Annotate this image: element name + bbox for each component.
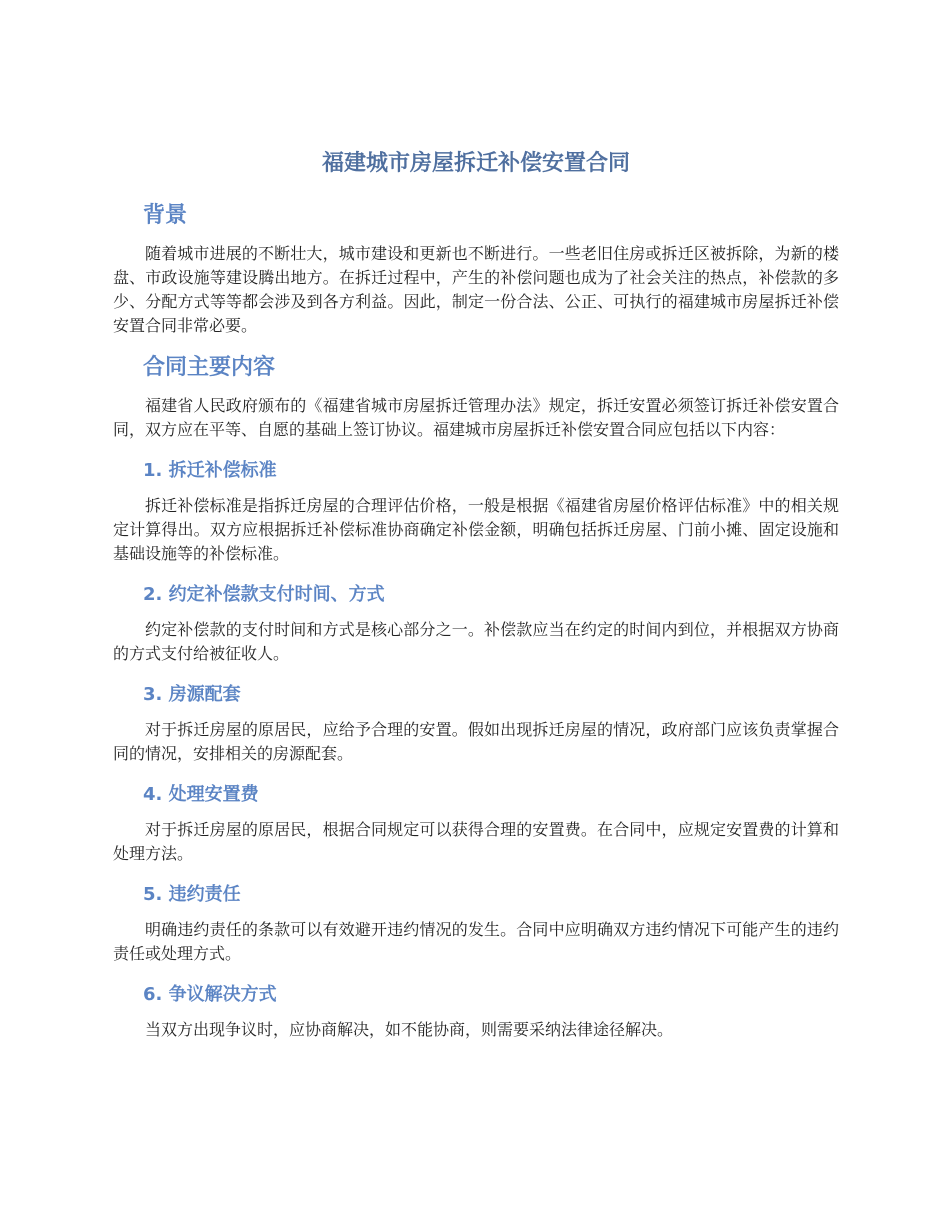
item-paragraph-4: 对于拆迁房屋的原居民，根据合同规定可以获得合理的安置费。在合同中，应规定安置费的计算和处理方法。 xyxy=(113,820,839,863)
item-heading-6: 6. 争议解决方式 xyxy=(143,984,277,1005)
section-paragraph-main-content: 福建省人民政府颁布的《福建省城市房屋拆迁管理办法》规定，拆迁安置必须签订拆迁补偿安置合同，双方应在平等、自愿的基础上签订协议。福建城市房屋拆迁补偿安置合同应包括以下内容： xyxy=(113,396,839,439)
item-heading-1: 1. 拆迁补偿标准 xyxy=(143,460,277,481)
item-heading-5: 5. 违约责任 xyxy=(143,884,241,905)
item-paragraph-3: 对于拆迁房屋的原居民，应给予合理的安置。假如出现拆迁房屋的情况，政府部门应该负责掌握合同的情况，安排相关的房源配套。 xyxy=(113,720,839,763)
item-heading-3: 3. 房源配套 xyxy=(143,684,241,705)
item-paragraph-6: 当双方出现争议时，应协商解决，如不能协商，则需要采纳法律途径解决。 xyxy=(145,1020,674,1039)
item-paragraph-1: 拆迁补偿标准是指拆迁房屋的合理评估价格，一般是根据《福建省房屋价格评估标准》中的相关规定计算得出。双方应根据拆迁补偿标准协商确定补偿金额，明确包括拆迁房屋、门前小摊、固定设施和基础设施等的补偿标准。 xyxy=(113,496,839,563)
document-title: 福建城市房屋拆迁补偿安置合同 xyxy=(321,151,630,176)
section-heading-main-content: 合同主要内容 xyxy=(143,355,276,380)
item-paragraph-5: 明确违约责任的条款可以有效避开违约情况的发生。合同中应明确双方违约情况下可能产生的违约责任或处理方式。 xyxy=(113,920,839,963)
section-heading-background: 背景 xyxy=(143,203,188,228)
document-page xyxy=(113,146,839,1056)
item-paragraph-2: 约定补偿款的支付时间和方式是核心部分之一。补偿款应当在约定的时间内到位，并根据双方协商的方式支付给被征收人。 xyxy=(113,620,839,663)
section-paragraph-background: 随着城市进展的不断壮大，城市建设和更新也不断进行。一些老旧住房或拆迁区被拆除，为新的楼盘、市政设施等建设腾出地方。在拆迁过程中，产生的补偿问题也成为了社会关注的热点，补偿款的多少、分配方式等等都会涉及到各方利益。因此，制定一份合法、公正、可执行的福建城市房屋拆迁补偿安置合同非常必要。 xyxy=(113,244,839,335)
item-heading-2: 2. 约定补偿款支付时间、方式 xyxy=(143,584,385,605)
item-heading-4: 4. 处理安置费 xyxy=(143,784,259,805)
